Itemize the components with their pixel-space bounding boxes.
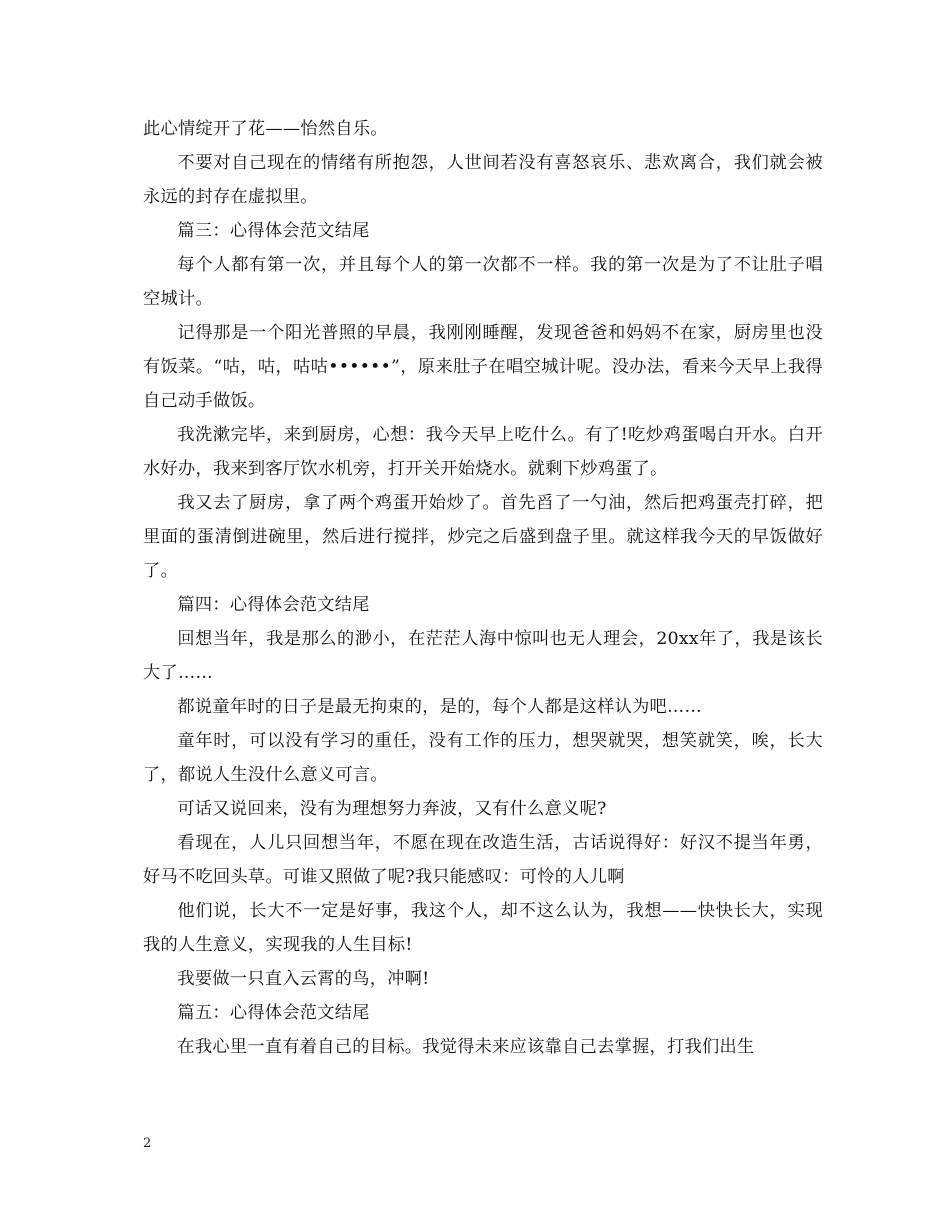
paragraph: 我又去了厨房，拿了两个鸡蛋开始炒了。首先舀了一勺油，然后把鸡蛋壳打碎，把里面的蛋清倒进碗里，然后进行搅拌，炒完之后盛到盘子里。就这样我今天的早饭做好了。 — [143, 493, 823, 581]
paragraph: 回想当年，我是那么的渺小，在茫茫人海中惊叫也无人理会，20xx年了，我是该长大了…… — [143, 629, 823, 683]
paragraph: 每个人都有第一次，并且每个人的第一次都不一样。我的第一次是为了不让肚子唱空城计。 — [143, 255, 823, 309]
paragraph: 此心情绽开了花——怡然自乐。 — [143, 119, 388, 139]
paragraph: 我洗漱完毕，来到厨房，心想：我今天早上吃什么。有了!吃炒鸡蛋喝白开水。白开水好办，我来到客厅饮水机旁，打开关开始烧水。就剩下炒鸡蛋了。 — [143, 425, 823, 479]
paragraph: 记得那是一个阳光普照的早晨，我刚刚睡醒，发现爸爸和妈妈不在家，厨房里也没有饭菜。“咕，咕，咕咕••••••”，原来肚子在唱空城计呢。没办法，看来今天早上我得自己动手做饭。 — [143, 323, 823, 411]
section-heading: 篇三：心得体会范文结尾 — [177, 221, 370, 241]
section-heading: 篇四：心得体会范文结尾 — [177, 595, 370, 615]
paragraph: 都说童年时的日子是最无拘束的，是的，每个人都是这样认为吧…… — [177, 697, 703, 717]
paragraph: 我要做一只直入云霄的鸟，冲啊! — [177, 969, 430, 989]
page-number: 2 — [143, 1136, 152, 1151]
paragraph: 不要对自己现在的情绪有所抱怨，人世间若没有喜怒哀乐、悲欢离合，我们就会被永远的封存在虚拟里。 — [143, 153, 823, 207]
paragraph: 在我心里一直有着自己的目标。我觉得未来应该靠自己去掌握，打我们出生 — [177, 1037, 755, 1057]
paragraph: 可话又说回来，没有为理想努力奔波，又有什么意义呢? — [177, 799, 607, 819]
paragraph: 他们说，长大不一定是好事，我这个人，却不这么认为，我想——快快长大，实现我的人生意义，实现我的人生目标! — [143, 901, 823, 955]
paragraph: 童年时，可以没有学习的重任，没有工作的压力，想哭就哭，想笑就笑，唉，长大了，都说人生没什么意义可言。 — [143, 731, 823, 785]
document-body — [143, 112, 823, 1064]
section-heading: 篇五：心得体会范文结尾 — [177, 1003, 370, 1023]
paragraph: 看现在，人儿只回想当年，不愿在现在改造生活，古话说得好：好汉不提当年勇，好马不吃回头草。可谁又照做了呢?我只能感叹：可怜的人儿啊 — [143, 833, 823, 887]
